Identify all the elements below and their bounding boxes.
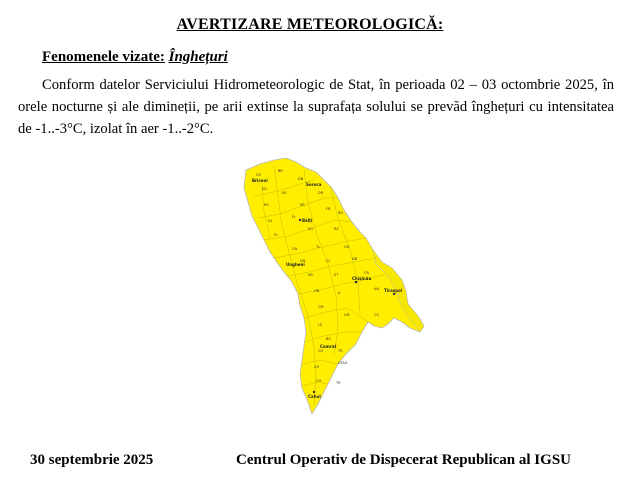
svg-text:RS: RS (264, 203, 269, 207)
city-label: Chișinău (352, 276, 372, 281)
svg-text:GL: GL (268, 219, 273, 223)
issuer-name: Centrul Operativ de Dispecerat Republican al IGSU (236, 452, 571, 468)
svg-text:DB: DB (352, 257, 358, 261)
city-label: Cahul (308, 394, 321, 399)
page-title: AVERTIZARE METEOROLOGICĂ: (176, 16, 444, 33)
phenomena-line (42, 49, 228, 66)
svg-text:BR: BR (278, 169, 283, 173)
moldova-map (234, 156, 430, 418)
city-label: Briceni (252, 178, 268, 183)
phenomena-label: Fenomenele vizate: (42, 49, 165, 65)
svg-text:UN: UN (300, 259, 306, 263)
svg-text:ED: ED (262, 187, 267, 191)
city-label: Soroca (306, 182, 322, 187)
svg-text:CM: CM (344, 313, 350, 317)
phenomena-value: Înghețuri (168, 49, 228, 65)
svg-text:DN: DN (298, 177, 304, 181)
issue-date: 30 septembrie 2025 (30, 452, 154, 468)
svg-text:CH: CH (316, 379, 322, 383)
svg-text:UTAG: UTAG (338, 361, 348, 365)
city-label: Tiraspol (384, 288, 403, 293)
svg-text:CH: CH (314, 365, 320, 369)
svg-text:AN: AN (374, 287, 380, 291)
svg-text:CR: CR (364, 271, 369, 275)
svg-text:LE: LE (318, 323, 323, 327)
svg-text:SD: SD (338, 211, 343, 215)
svg-text:BS: BS (326, 337, 331, 341)
svg-text:RZ: RZ (334, 227, 339, 231)
svg-text:FR: FR (326, 207, 331, 211)
svg-text:OH: OH (344, 245, 350, 249)
svg-text:RS: RS (282, 191, 287, 195)
svg-text:TR: TR (336, 381, 341, 385)
svg-text:SG: SG (308, 227, 313, 231)
city-label: Comrat (320, 344, 337, 349)
svg-text:TR: TR (338, 349, 343, 353)
svg-text:SR: SR (300, 203, 305, 207)
svg-text:FL: FL (292, 215, 296, 219)
svg-text:OC: OC (256, 173, 262, 177)
svg-text:CH: CH (318, 349, 324, 353)
city-label: Bălți (302, 218, 313, 223)
svg-text:CS: CS (374, 313, 379, 317)
svg-text:NS: NS (308, 273, 313, 277)
svg-text:FL: FL (274, 233, 278, 237)
svg-text:HN: HN (314, 289, 320, 293)
warning-body: Conform datelor Serviciului Hidrometeorologic de Stat, în perioada 02 – 03 octombrie 2025, în orele nocturne și ale dimineții, pe arii extinse la suprafața solului se prevăd înghețuri cu intensitatea de -1..-3°C, izolat în aer -1..-2°C. (18, 77, 614, 137)
city-label: Ungheni (286, 262, 305, 267)
svg-text:ST: ST (334, 273, 339, 277)
svg-text:CM: CM (318, 305, 324, 309)
svg-text:CL: CL (326, 259, 331, 263)
svg-text:TL: TL (316, 245, 321, 249)
svg-text:IL: IL (338, 291, 341, 295)
svg-text:CN: CN (292, 247, 298, 251)
svg-text:DR: DR (318, 191, 324, 195)
